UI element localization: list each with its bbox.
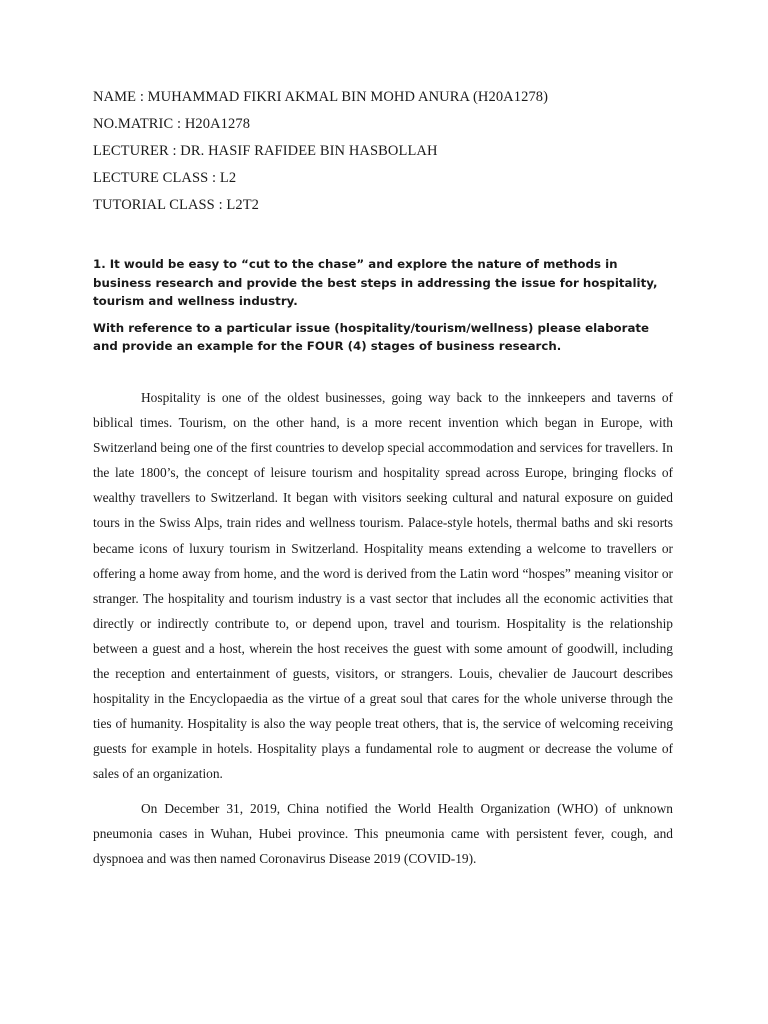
- matric-number: NO.MATRIC : H20A1278: [93, 116, 251, 132]
- student-info-header: [93, 88, 693, 223]
- lecture-class: LECTURE CLASS : L2: [93, 170, 237, 186]
- tutorial-class: TUTORIAL CLASS : L2T2: [93, 197, 260, 213]
- student-name: NAME : MUHAMMAD FIKRI AKMAL BIN MOHD ANURA (H20A1278): [93, 89, 549, 105]
- question-one-text: 1. It would be easy to “cut to the chase” and explore the nature of methods in business research and provide the best steps in addressing the issue for hospitality, tourism and wellness industry.: [93, 257, 658, 308]
- essay-paragraph-2: On December 31, 2019, China notified the World Health Organization (WHO) of unknown pneumonia cases in Wuhan, Hubei province. This pneumonia came with persistent fever, cough, and dyspnoea and was then named Coronavirus Disease 2019 (COVID-19).: [93, 800, 673, 866]
- assignment-question: [93, 255, 673, 356]
- essay-paragraph-1: Hospitality is one of the oldest businesses, going way back to the innkeepers and taverns of biblical times. Tourism, on the other hand, is a more recent invention which began in Europe, with Switzerland being one of the first countries to develop special accommodation and services for travellers. In the late 1800’s, the concept of leisure tourism and hospitality spread across Europe, bringing flocks of wealthy travellers to Switzerland. It began with visitors seeking cultural and natural exposure on guided tours in the Swiss Alps, train rides and wellness tourism. Palace-style hotels, thermal baths and ski resorts became icons of luxury tourism in Switzerland. Hospitality means extending a welcome to travellers or offering a home away from home, and the word is derived from the Latin word “hospes” meaning visitor or stranger. The hospitality and tourism industry is a vast sector that includes all the economic activities that directly or indirectly contribute to, or depend upon, travel and tourism. Hospitality is the relationship between a guest and a host, wherein the host receives the guest with some amount of goodwill, including the reception and entertainment of guests, visitors, or strangers. Louis, chevalier de Jaucourt describes hospitality in the Encyclopaedia as the virtue of a great soul that cares for the whole universe through the ties of humanity. Hospitality is also the way people treat others, that is, the service of welcoming receiving guests for example in hotels. Hospitality plays a fundamental role to augment or decrease the volume of sales of an organization.: [93, 390, 673, 782]
- lecturer-name: LECTURER : DR. HASIF RAFIDEE BIN HASBOLLAH: [93, 143, 438, 159]
- essay-body: [93, 385, 673, 871]
- question-instruction-text: With reference to a particular issue (hospitality/tourism/wellness) please elaborate and provide an example for the FOUR (4) stages of business research.: [93, 320, 650, 353]
